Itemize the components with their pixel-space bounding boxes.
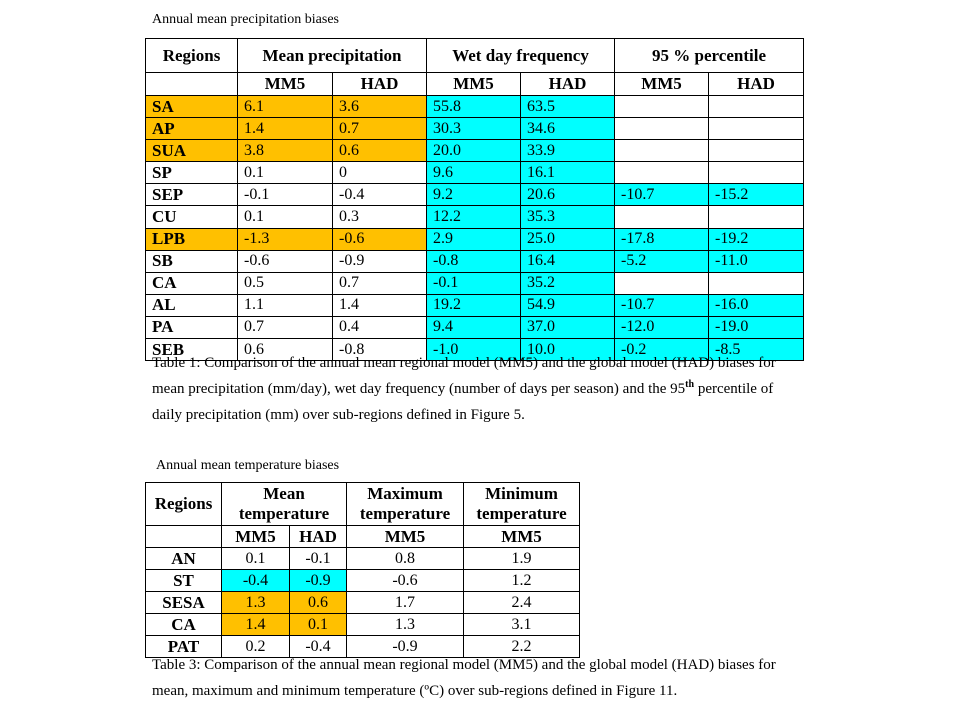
value-cell: 2.4	[464, 592, 580, 614]
region-cell: SP	[146, 162, 238, 184]
col-header-mean-temperature: Mean temperature	[222, 483, 347, 526]
value-cell: -0.4	[222, 570, 290, 592]
region-cell: LPB	[146, 228, 238, 250]
table-row	[146, 162, 804, 184]
value-cell: 55.8	[427, 96, 521, 118]
value-cell: 1.1	[238, 294, 333, 316]
value-cell: 20.6	[521, 184, 615, 206]
subheader-mm5: MM5	[615, 73, 709, 96]
value-cell: 63.5	[521, 96, 615, 118]
value-cell: 25.0	[521, 228, 615, 250]
region-cell: SESA	[146, 592, 222, 614]
value-cell: -0.1	[238, 184, 333, 206]
subheader-had: HAD	[521, 73, 615, 96]
col-header-regions: Regions	[146, 483, 222, 526]
value-cell: 0.1	[238, 162, 333, 184]
value-cell	[709, 140, 804, 162]
value-cell: 0.8	[347, 548, 464, 570]
value-cell: -0.9	[347, 636, 464, 658]
value-cell	[615, 272, 709, 294]
subheader-had: HAD	[709, 73, 804, 96]
region-cell: PA	[146, 316, 238, 338]
subheader-had: HAD	[290, 526, 347, 548]
table2-body	[146, 548, 580, 658]
subheader-blank	[146, 526, 222, 548]
value-cell: -0.6	[347, 570, 464, 592]
value-cell: -0.8	[427, 250, 521, 272]
value-cell: 9.4	[427, 316, 521, 338]
value-cell: 1.4	[238, 118, 333, 140]
region-cell: ST	[146, 570, 222, 592]
table-row	[146, 548, 580, 570]
table1-caption	[152, 350, 802, 428]
subheader-blank	[146, 73, 238, 96]
value-cell: 1.4	[222, 614, 290, 636]
value-cell: 0.7	[333, 272, 427, 294]
value-cell: 0.3	[333, 206, 427, 228]
col-header-mean-precipitation: Mean precipitation	[238, 39, 427, 73]
value-cell: -19.2	[709, 228, 804, 250]
value-cell: 35.3	[521, 206, 615, 228]
region-cell: CA	[146, 272, 238, 294]
region-cell: AL	[146, 294, 238, 316]
value-cell: 0.7	[238, 316, 333, 338]
value-cell: 1.9	[464, 548, 580, 570]
col-header-minimum-temperature: Minimum temperature	[464, 483, 580, 526]
value-cell: 0.1	[222, 548, 290, 570]
value-cell: -0.9	[333, 250, 427, 272]
value-cell: 16.4	[521, 250, 615, 272]
value-cell: -15.2	[709, 184, 804, 206]
value-cell: -1.3	[238, 228, 333, 250]
value-cell	[709, 96, 804, 118]
caption1-text: Table 1: Comparison of the annual mean regional model (MM5) and the global model (HAD) biases for mean precipitation (mm/day), wet day frequency (number of days per season) and the 95	[152, 355, 776, 397]
subheader-mm5: MM5	[427, 73, 521, 96]
table-row	[146, 96, 804, 118]
value-cell: 3.6	[333, 96, 427, 118]
subheader-mm5: MM5	[464, 526, 580, 548]
col-header-95-percentile: 95 % percentile	[615, 39, 804, 73]
value-cell: -17.8	[615, 228, 709, 250]
value-cell	[615, 118, 709, 140]
table2-heading: Annual mean temperature biases	[156, 458, 340, 473]
value-cell: -16.0	[709, 294, 804, 316]
value-cell: 9.2	[427, 184, 521, 206]
table-row	[146, 294, 804, 316]
value-cell: 0.1	[290, 614, 347, 636]
value-cell: -11.0	[709, 250, 804, 272]
table-row	[146, 570, 580, 592]
value-cell: -0.9	[290, 570, 347, 592]
value-cell: 33.9	[521, 140, 615, 162]
table-row	[146, 614, 580, 636]
col-header-regions: Regions	[146, 39, 238, 73]
value-cell	[615, 162, 709, 184]
value-cell: 9.6	[427, 162, 521, 184]
table-row	[146, 184, 804, 206]
table-row	[146, 140, 804, 162]
value-cell: -5.2	[615, 250, 709, 272]
value-cell: 0.4	[333, 316, 427, 338]
region-cell: SUA	[146, 140, 238, 162]
value-cell: 16.1	[521, 162, 615, 184]
table2-caption: Table 3: Comparison of the annual mean regional model (MM5) and the global model (HAD) biases for mean, maximum and minimum temperature (ºC) over sub-regions defined in Figure 11.	[152, 657, 776, 699]
table-row	[146, 228, 804, 250]
value-cell: 0.6	[333, 140, 427, 162]
subheader-mm5: MM5	[347, 526, 464, 548]
value-cell: 1.2	[464, 570, 580, 592]
col-header-wet-day-frequency: Wet day frequency	[427, 39, 615, 73]
region-cell: SEB	[146, 339, 238, 361]
value-cell: 35.2	[521, 272, 615, 294]
value-cell: 0.5	[238, 272, 333, 294]
value-cell: 37.0	[521, 316, 615, 338]
value-cell: 12.2	[427, 206, 521, 228]
value-cell: -0.1	[427, 272, 521, 294]
value-cell: 0.2	[222, 636, 290, 658]
value-cell: 3.1	[464, 614, 580, 636]
value-cell: -0.4	[290, 636, 347, 658]
value-cell: -10.7	[615, 184, 709, 206]
col-header-maximum-temperature: Maximum temperature	[347, 483, 464, 526]
value-cell	[709, 118, 804, 140]
region-cell: PAT	[146, 636, 222, 658]
value-cell: -8.5	[709, 339, 804, 361]
region-cell: SB	[146, 250, 238, 272]
temperature-bias-table	[145, 482, 580, 658]
value-cell: 20.0	[427, 140, 521, 162]
value-cell: 0.1	[238, 206, 333, 228]
value-cell: -12.0	[615, 316, 709, 338]
table-row	[146, 316, 804, 338]
subheader-mm5: MM5	[238, 73, 333, 96]
subheader-mm5: MM5	[222, 526, 290, 548]
value-cell	[709, 272, 804, 294]
value-cell	[615, 96, 709, 118]
table1-body	[146, 96, 804, 361]
value-cell: 2.9	[427, 228, 521, 250]
value-cell: -1.0	[427, 339, 521, 361]
value-cell: 10.0	[521, 339, 615, 361]
value-cell: 0.7	[333, 118, 427, 140]
caption1-superscript: th	[685, 379, 695, 390]
value-cell: -0.4	[333, 184, 427, 206]
value-cell: 19.2	[427, 294, 521, 316]
precipitation-bias-table	[145, 38, 804, 361]
table-row	[146, 118, 804, 140]
value-cell	[615, 206, 709, 228]
value-cell: 54.9	[521, 294, 615, 316]
value-cell: 30.3	[427, 118, 521, 140]
value-cell: 1.3	[347, 614, 464, 636]
value-cell: 1.7	[347, 592, 464, 614]
table-row	[146, 592, 580, 614]
value-cell	[615, 140, 709, 162]
value-cell: 3.8	[238, 140, 333, 162]
value-cell: 1.3	[222, 592, 290, 614]
value-cell: 2.2	[464, 636, 580, 658]
value-cell: -0.1	[290, 548, 347, 570]
value-cell	[709, 162, 804, 184]
table-row	[146, 272, 804, 294]
value-cell: -0.6	[333, 228, 427, 250]
region-cell: AP	[146, 118, 238, 140]
region-cell: CA	[146, 614, 222, 636]
table1-heading: Annual mean precipitation biases	[152, 12, 339, 27]
subheader-had: HAD	[333, 73, 427, 96]
value-cell: 6.1	[238, 96, 333, 118]
value-cell: 34.6	[521, 118, 615, 140]
value-cell: -19.0	[709, 316, 804, 338]
value-cell: -0.8	[333, 339, 427, 361]
value-cell: 0.6	[238, 339, 333, 361]
value-cell: -0.2	[615, 339, 709, 361]
value-cell: 0.6	[290, 592, 347, 614]
region-cell: SA	[146, 96, 238, 118]
value-cell: 1.4	[333, 294, 427, 316]
value-cell	[709, 206, 804, 228]
caption1-text-end: percentile of daily precipitation (mm) over sub-regions defined in Figure 5.	[152, 381, 774, 423]
table-row	[146, 250, 804, 272]
value-cell: 0	[333, 162, 427, 184]
value-cell: -10.7	[615, 294, 709, 316]
table-row	[146, 206, 804, 228]
value-cell: -0.6	[238, 250, 333, 272]
region-cell: SEP	[146, 184, 238, 206]
region-cell: CU	[146, 206, 238, 228]
region-cell: AN	[146, 548, 222, 570]
